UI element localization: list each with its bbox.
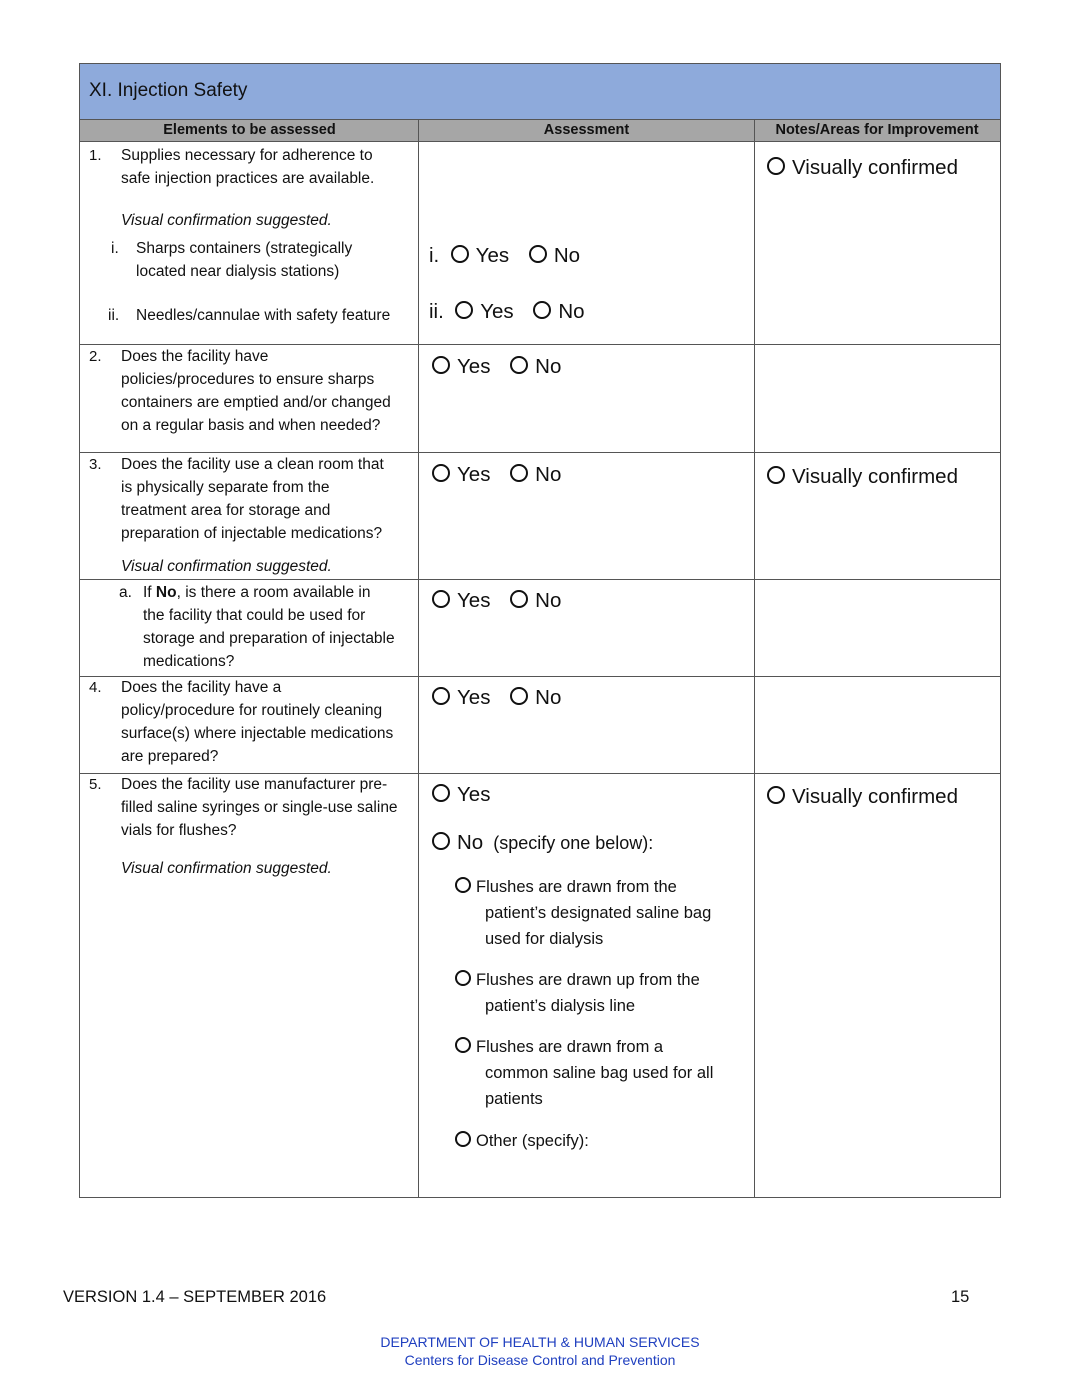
row-5-suboption-3-radio[interactable] (455, 1037, 471, 1053)
row-3a-marker: a. (119, 584, 132, 601)
row-3-yes-radio[interactable] (432, 464, 450, 482)
row-4-yes-radio[interactable] (432, 687, 450, 705)
row-3a-no-radio[interactable] (510, 590, 528, 608)
row-4-options: Yes No (432, 686, 575, 710)
header-elements: Elements to be assessed (80, 120, 419, 142)
row-3-number: 3. (89, 456, 102, 473)
row-3-options: Yes No (432, 463, 575, 487)
row-3-question: Does the facility use a clean room that is physically separate from the treatment area for storage and preparation of injectable medications? (121, 456, 384, 542)
row-4-number: 4. (89, 679, 102, 696)
row-1-i-yes-radio[interactable] (451, 245, 469, 263)
section-title: XI. Injection Safety (89, 80, 248, 101)
row-5-suboption-2: Flushes are drawn up from the patient’s dialysis line (455, 967, 700, 1019)
row-1-ii-options: ii. Yes No (429, 300, 585, 323)
row-1-visual-note: Visual confirmation suggested. (121, 212, 332, 229)
row-5-question: Does the facility use manufacturer pre- filled saline syringes or single-use saline vials for flushes? (121, 776, 398, 839)
row-2-yes-radio[interactable] (432, 356, 450, 374)
row-5-visually-confirmed: Visually confirmed (767, 785, 972, 809)
column-divider (418, 120, 419, 1197)
row-5-no-radio[interactable] (432, 832, 450, 850)
row-5-visual-note: Visual confirmation suggested. (121, 860, 332, 877)
row-1-ii-yes-radio[interactable] (455, 301, 473, 319)
row-3a-question: If No, is there a room available in the facility that could be used for storage and preparation of injectable medications? (143, 584, 395, 670)
row-5-yes-radio[interactable] (432, 784, 450, 802)
row-4-no-radio[interactable] (510, 687, 528, 705)
row-5-suboption-2-radio[interactable] (455, 970, 471, 986)
row-5-yes-option: Yes (432, 783, 504, 807)
row-1-sub-i-marker: i. (111, 240, 119, 257)
row-3a-yes-radio[interactable] (432, 590, 450, 608)
row-2-options: Yes No (432, 355, 575, 379)
row-1-visually-confirmed-radio[interactable] (767, 157, 785, 175)
row-1-visually-confirmed: Visually confirmed (767, 156, 972, 180)
row-2-number: 2. (89, 348, 102, 365)
row-5-suboption-4: Other (specify): (455, 1128, 589, 1154)
footer-version: VERSION 1.4 – SEPTEMBER 2016 (63, 1288, 327, 1306)
row-1-sub-ii-marker: ii. (108, 307, 120, 324)
footer-department: DEPARTMENT OF HEALTH & HUMAN SERVICES (380, 1334, 700, 1350)
row-3-no-radio[interactable] (510, 464, 528, 482)
row-5-no-option: No (specify one below): (432, 831, 653, 855)
header-notes: Notes/Areas for Improvement (754, 120, 1000, 142)
row-3-visually-confirmed: Visually confirmed (767, 465, 972, 489)
row-1-sub-i-text: Sharps containers (strategically located near dialysis stations) (136, 240, 353, 280)
row-1-number: 1. (89, 147, 102, 164)
row-1-question: Supplies necessary for adherence to safe injection practices are available. (121, 147, 375, 187)
row-2-question: Does the facility have policies/procedures to ensure sharps containers are emptied and/or changed on a regular basis and when needed? (121, 348, 391, 434)
row-1-i-no-radio[interactable] (529, 245, 547, 263)
row-5-visually-confirmed-radio[interactable] (767, 786, 785, 804)
row-5-suboption-1: Flushes are drawn from the patient’s designated saline bag used for dialysis (455, 874, 711, 952)
row-5-number: 5. (89, 776, 102, 793)
row-3-visually-confirmed-radio[interactable] (767, 466, 785, 484)
row-2-no-radio[interactable] (510, 356, 528, 374)
row-5-suboption-1-radio[interactable] (455, 877, 471, 893)
row-3a-options: Yes No (432, 589, 575, 613)
column-divider (754, 120, 755, 1197)
row-divider (80, 579, 1000, 580)
row-5-suboption-4-radio[interactable] (455, 1131, 471, 1147)
footer-cdc: Centers for Disease Control and Prevention (404, 1352, 676, 1368)
row-3-visual-note: Visual confirmation suggested. (121, 558, 332, 575)
row-4-question: Does the facility have a policy/procedure for routinely cleaning surface(s) where injectable medications are prepared? (121, 679, 394, 765)
injection-safety-table (79, 63, 1001, 1198)
footer-page-number: 15 (951, 1288, 970, 1306)
row-1-ii-no-radio[interactable] (533, 301, 551, 319)
header-assessment: Assessment (419, 120, 754, 142)
row-1-i-options: i. Yes No (429, 244, 581, 267)
row-1-sub-ii-text: Needles/cannulae with safety feature (136, 307, 391, 324)
section-title-bar (80, 64, 1000, 120)
row-5-suboption-3: Flushes are drawn from a common saline bag used for all patients (455, 1034, 713, 1112)
